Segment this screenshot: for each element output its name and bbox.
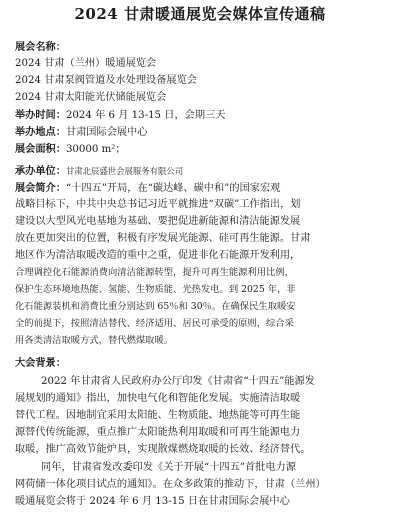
intro-line-10: 用各类清洁取暖方式，替代燃煤取暖。 <box>15 335 174 346</box>
exhibition-name-2: 2024 甘肃泵阀管道及水处理设备展览会 <box>15 75 197 86</box>
venue-label: 举办地点： <box>15 126 66 138</box>
intro-line-2: 战略目标下，中共中央总书记习近平就推进“双碳”工作指出，划 <box>15 199 301 210</box>
background-line-8: 暖通展览会将于 2024 年 6 月 13-15 日在甘肃国际会展中心 <box>15 496 290 507</box>
area-value: 30000 m²； <box>65 144 126 155</box>
time-value: 2024 年 6 月 13-15 日，会期三天 <box>65 110 226 121</box>
background-line-6: 同年，甘肃省发改委印发《关于开展“十四五”首批电力源 <box>41 462 296 473</box>
exhibition-name-label: 展会名称： <box>15 41 66 53</box>
intro-text: “十四五”开局，在“碳达峰、碳中和”的国家宏观 <box>65 183 281 194</box>
intro-line-9: 全的前提下，按照清洁替代、经济适用、居民可承受的原则，综合采 <box>15 318 294 329</box>
intro-line-6: 合理调控化石能源消费向清洁能源转型，提升可再生能源利用比例， <box>15 267 294 278</box>
organizer-label: 承办单位： <box>15 165 66 177</box>
time-label: 举办时间： <box>15 109 66 121</box>
exhibition-name-3: 2024 甘肃太阳能光伏储能展览会 <box>15 92 167 103</box>
organizer-row <box>15 163 387 179</box>
exhibition-name-1: 2024 甘肃（兰州）暖通展览会 <box>15 58 157 69</box>
intro-line-8: 化石能源装机和消费比重分别达到 65％和 30％。在确保民生取暖安 <box>15 301 296 312</box>
background-line-2: 展规划的通知》指出，加快电气化和智能化发展。实施清洁取暖 <box>15 393 301 404</box>
background-label: 大会背景： <box>15 357 66 369</box>
venue-value: 甘肃国际会展中心 <box>65 127 148 138</box>
intro-line-1 <box>15 180 387 196</box>
intro-line-4: 放在更加突出的位置，积极有序发展光能源、硅可再生能源。甘肃 <box>15 233 311 244</box>
organizer-value: 甘肃北辰盛世会展服务有限公司 <box>65 166 184 176</box>
background-line-1: 2022 年甘肃省人民政府办公厅印发《甘肃省“十四五”能源发 <box>41 376 315 387</box>
document-title: 2024 甘肃暖通展览会媒体宣传通稿 <box>74 5 326 23</box>
intro-line-7: 保护生态环境地热能、氢能、生物质能、光热发电。到 2025 年，非 <box>15 284 296 295</box>
intro-line-3: 建设以大型风光电基地为基础、要把促进新能源和清洁能源发展 <box>15 216 301 227</box>
background-line-7: 网荷储一体化项目试点的通知》。在众多政策的推动下，甘肃（兰州） <box>15 479 326 490</box>
background-line-4: 源替代传统能源，重点推广太阳能热利用取暖和可再生能源电力 <box>15 427 301 438</box>
venue-row <box>15 124 387 140</box>
intro-line-5: 地区作为清洁取暖改造的重中之重，促进非化石能源开发利用， <box>15 250 301 261</box>
area-label: 展会面积： <box>15 143 66 155</box>
time-row <box>15 107 387 123</box>
background-line-3: 替代工程。因地制宜采用太阳能、生物质能、地热能等可再生能 <box>15 410 301 421</box>
intro-label: 展会简介： <box>15 182 66 194</box>
background-line-5: 取暖，推广高效节能炉具，实现散煤燃烧取暖的长效、经济替代。 <box>15 444 311 455</box>
area-row <box>15 141 387 157</box>
